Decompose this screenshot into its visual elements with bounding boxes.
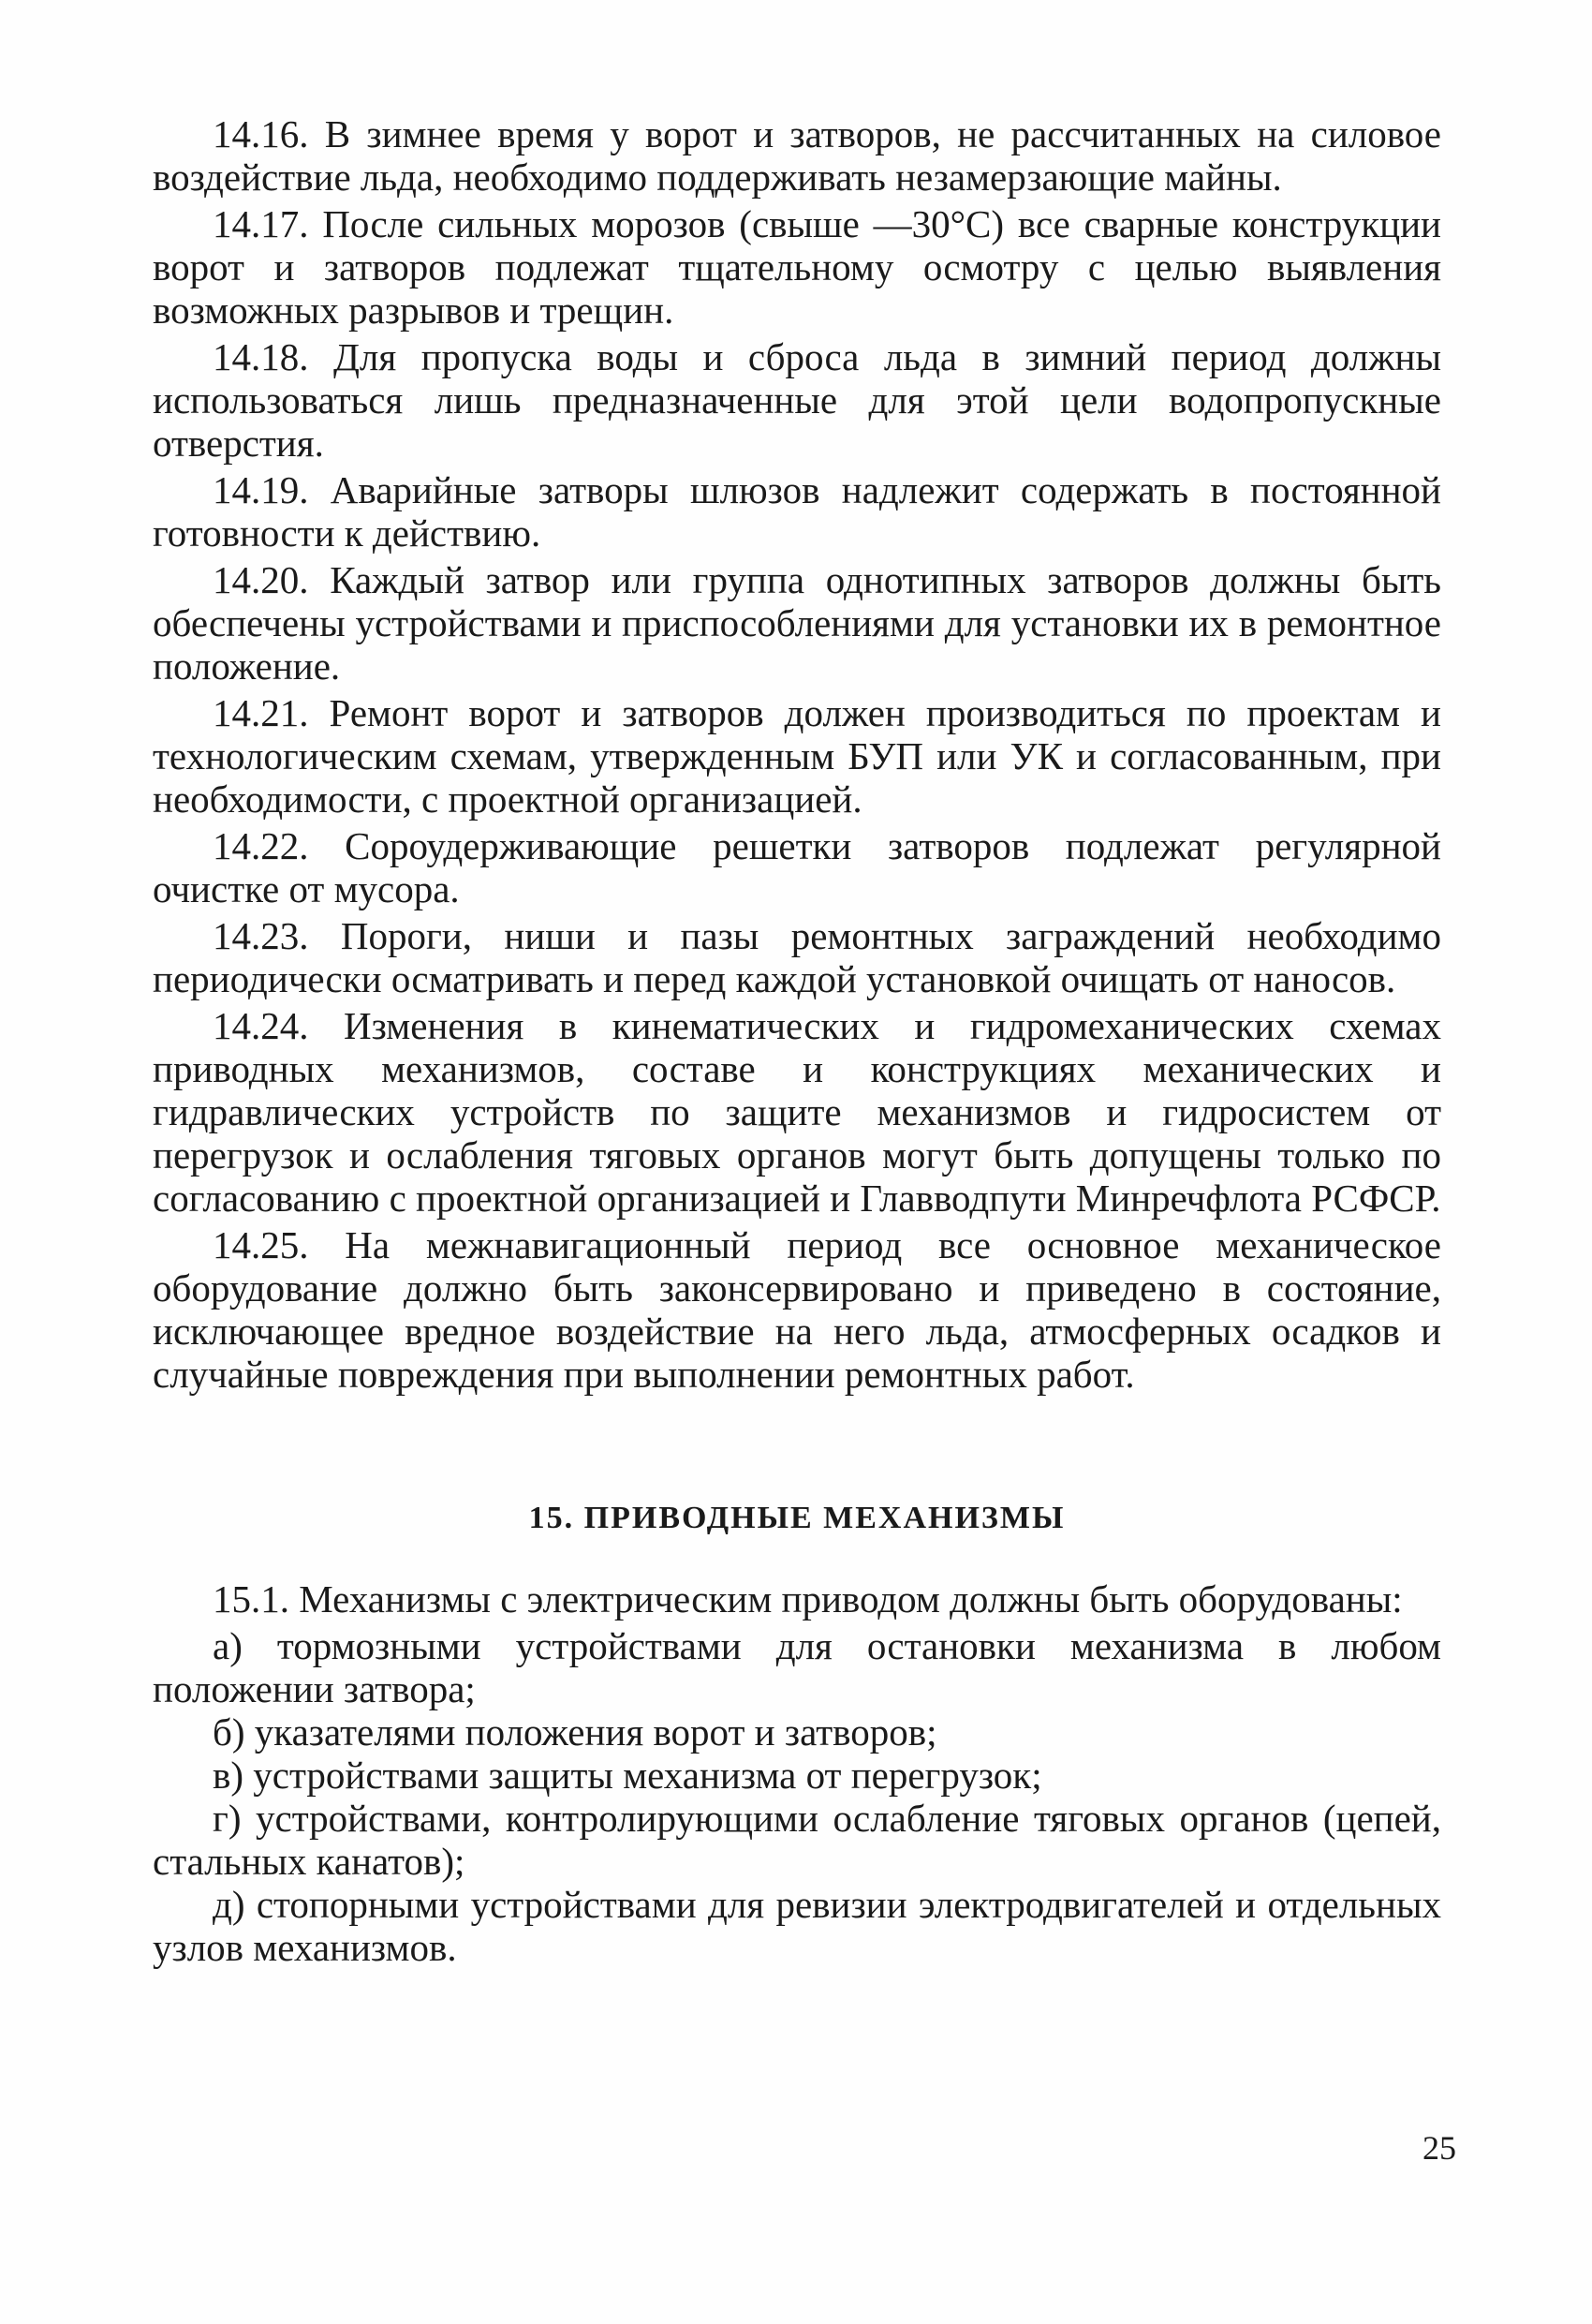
- paragraph-14-22: 14.22. Сороудерживающие решетки затворов подлежат регулярной очистке от мусора.: [153, 824, 1441, 910]
- paragraph-14-18: 14.18. Для пропуска воды и сброса льда в зимний период должны использоваться лишь предназначенные для этой цели водопропускные отверстия.: [153, 335, 1441, 465]
- paragraph-14-25: 14.25. На межнавигационный период все основное механическое оборудование должно быть законсервировано и приведено в состояние, исключающее вредное воздействие на него льда, атмосферных осадков и случайные повреждения при выполнении ремонтных работ.: [153, 1223, 1441, 1396]
- list-item-b: б) указателями положения ворот и затворов;: [213, 1710, 937, 1754]
- paragraph-14-17: 14.17. После сильных морозов (свыше —30°С) все сварные конструкции ворот и затворов подлежат тщательному осмотру с целью выявления возможных разрывов и трещин.: [153, 202, 1441, 332]
- section-heading: 15. ПРИВОДНЫЕ МЕХАНИЗМЫ: [528, 1501, 1066, 1535]
- body-text: [153, 112, 1441, 1969]
- list-item-g: г) устройствами, контролирующими ослабление тяговых органов (цепей, стальных канатов);: [153, 1797, 1441, 1883]
- page-number: 25: [1422, 2129, 1456, 2167]
- paragraph-14-21: 14.21. Ремонт ворот и затворов должен производиться по проектам и технологическим схемам, утвержденным БУП или УК и согласованным, при необходимости, с проектной организацией.: [153, 691, 1441, 821]
- paragraph-14-24: 14.24. Изменения в кинематических и гидромеханических схемах приводных механизмов, составе и конструкциях механических и гидравлических устройств по защите механизмов и гидросистем от перегрузок и ослабления тяговых органов могут быть допущены только по согласованию с проектной организацией и Главводпути Минречфлота РСФСР.: [153, 1004, 1441, 1220]
- paragraph-14-20: 14.20. Каждый затвор или группа однотипных затворов должны быть обеспечены устройствами и приспособлениями для установки их в ремонтное положение.: [153, 558, 1441, 688]
- list-item-d: д) стопорными устройствами для ревизии электродвигателей и отдельных узлов механизмов.: [153, 1883, 1441, 1969]
- paragraph-14-16: 14.16. В зимнее время у ворот и затворов, не рассчитанных на силовое воздействие льда, необходимо поддерживать незамерзающие майны.: [153, 112, 1441, 199]
- list-item-v: в) устройствами защиты механизма от перегрузок;: [213, 1754, 1042, 1797]
- list-item-a: а) тормозными устройствами для остановки механизма в любом положении затвора;: [153, 1624, 1441, 1710]
- paragraph-14-19: 14.19. Аварийные затворы шлюзов надлежит содержать в постоянной готовности к действию.: [153, 468, 1441, 555]
- paragraph-14-23: 14.23. Пороги, ниши и пазы ремонтных заграждений необходимо периодически осматривать и перед каждой установкой очищать от наносов.: [153, 914, 1441, 1000]
- paragraph-15-1: 15.1. Механизмы с электрическим приводом должны быть оборудованы:: [213, 1577, 1403, 1621]
